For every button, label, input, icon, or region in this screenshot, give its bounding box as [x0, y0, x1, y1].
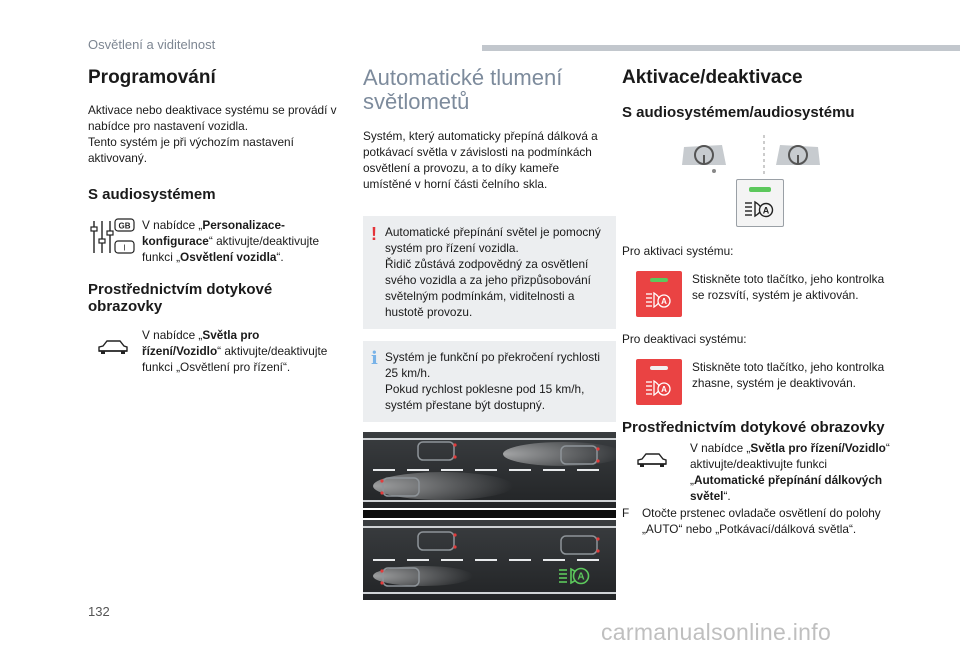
road-illustration [363, 432, 616, 600]
right-touch-pre: V nabídce „ [690, 441, 751, 455]
programming-intro-2: Tento systém je při výchozím nastavení aktivovaný. [88, 135, 294, 165]
auto-dipping-intro: Systém, který automaticky přepíná dálková a potkávací světla v závislosti na podmínkách osvětlení a provozu, a to díky kameře umístěné v horní části čelního skla. [363, 129, 598, 191]
touch-post: “ aktivujte/deaktivujte funkci „Osvětlení pro řízení“. [142, 344, 328, 374]
right-touch-instruction [622, 440, 897, 504]
info-text-2: Pokud rychlost poklesne pod 15 km/h, systém přestane být dostupný. [385, 382, 585, 412]
car-icon [88, 327, 138, 357]
auto-beam-icon [646, 291, 672, 309]
watermark: carmanualsonline.info [601, 619, 832, 645]
dashboard-illustration [622, 127, 897, 235]
svg-text:GB: GB [118, 221, 131, 231]
lamp-indicator-on [749, 187, 771, 192]
car-icon [622, 440, 682, 470]
auto-beam-icon [646, 379, 672, 397]
warning-note [363, 216, 616, 329]
audio-heading: S audiosystémem [88, 186, 216, 203]
audio-func: Osvětlení vozidla [180, 250, 277, 264]
right-touch-post: “. [723, 489, 731, 503]
audio-pre: V nabídce „ [142, 218, 203, 232]
right-touch-menu: Světla pro řízení/Vozidlo [750, 441, 886, 455]
auto-dipping-title-2: světlometů [363, 89, 470, 114]
page-number: 132 [88, 604, 110, 619]
svg-text:A: A [762, 205, 770, 216]
audio-instruction [88, 217, 338, 265]
programming-title: Programování [88, 67, 216, 88]
deactivate-text: Stiskněte toto tlačítko, jeho kontrolka zhasne, systém je deaktivován. [692, 360, 885, 390]
deactivate-button-illustration [636, 359, 682, 405]
touch-pre: V nabídce „ [142, 328, 203, 342]
bullet-mark: F [622, 506, 630, 520]
activate-label: Pro aktivaci systému: [622, 244, 734, 258]
warning-icon: ! [371, 224, 377, 244]
activate-text: Stiskněte toto tlačítko, jeho kontrolka se rozsvítí, systém je aktivován. [692, 272, 885, 302]
svg-text:A: A [577, 571, 585, 583]
audio-menu: Personalizace-konfigurace [142, 218, 285, 248]
svg-text:A: A [661, 385, 667, 394]
lamp-off-indicator [650, 366, 668, 370]
right-column [622, 62, 897, 537]
touch-instruction [88, 327, 338, 375]
left-column [88, 62, 338, 375]
middle-column [363, 62, 616, 422]
bullet-text: Otočte prstenec ovladače osvětlení do polohy „AUTO“ nebo „Potkávací/dálková světla“. [642, 506, 881, 536]
info-icon: i [371, 348, 378, 369]
info-note [363, 341, 616, 422]
right-touch-heading: Prostřednictvím dotykové obrazovky [622, 419, 885, 436]
auto-beam-icon [745, 200, 775, 220]
right-touch-mid: “ aktivujte/deaktivujte funkci „ [690, 441, 890, 487]
audio-post: “. [276, 250, 284, 264]
bullet-item [622, 505, 897, 537]
right-audio-heading: S audiosystémem/audiosystému [622, 104, 855, 121]
right-touch-func: Automatické přepínání dálkových světel [690, 473, 883, 503]
audio-mid: “ aktivujte/deaktivujte funkci „ [142, 234, 320, 264]
auto-beam-button[interactable] [736, 179, 784, 227]
svg-text:A: A [661, 297, 667, 306]
deactivate-step [622, 359, 897, 405]
activation-title: Aktivace/deaktivace [622, 67, 803, 88]
header-bar [482, 45, 960, 51]
deactivate-label: Pro deaktivaci systému: [622, 332, 747, 346]
lamp-lit-indicator [650, 278, 668, 282]
warning-text-2: Řidič zůstává zodpovědný za osvětlení svého vozidla a za jeho přizpůsobování světelným podmínkám, viditelnosti a hustotě provozu. [385, 257, 591, 319]
auto-dipping-title-1: Automatické tlumení [363, 65, 563, 90]
info-text-1: Systém je funkční po překročení rychlosti 25 km/h. [385, 350, 601, 380]
touch-heading: Prostřednictvím dotykové obrazovky [88, 281, 273, 315]
svg-text:I: I [123, 243, 126, 253]
touch-menu: Světla pro řízení/Vozidlo [142, 328, 260, 358]
activate-button-illustration [636, 271, 682, 317]
programming-intro-1: Aktivace nebo deaktivace systému se provádí v nabídce pro nastavení vozidla. [88, 103, 337, 133]
settings-sliders-icon [88, 217, 138, 257]
section-title: Osvětlení a viditelnost [88, 37, 216, 52]
warning-text-1: Automatické přepínání světel je pomocný systém pro řízení vozidla. [385, 225, 601, 255]
activate-step [622, 271, 897, 317]
